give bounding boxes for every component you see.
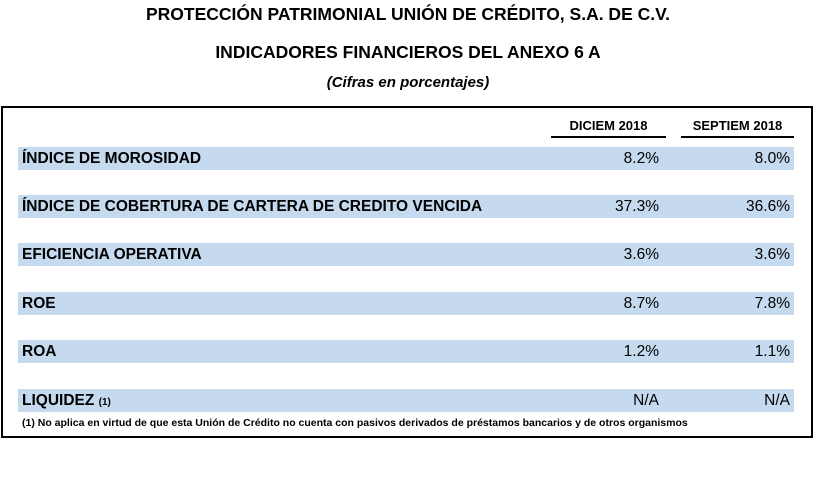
value-septiem: 7.8% [754,295,790,312]
value-septiem: N/A [764,392,790,409]
table-row [18,147,794,170]
footnote: (1) No aplica en virtud de que esta Unión de Crédito no cuenta con pasivos derivados de préstamos bancarios y de otros organismos [22,417,688,429]
value-diciem: 1.2% [623,343,659,360]
report-title: INDICADORES FINANCIEROS DEL ANEXO 6 A [215,42,601,62]
value-septiem: 8.0% [754,150,790,167]
table-row [18,389,794,412]
table-row [18,340,794,363]
row-label: ÍNDICE DE MOROSIDAD [22,150,202,167]
table-row [18,292,794,315]
column-header-diciem: DICIEM 2018 [551,116,666,138]
units-subtitle: (Cifras en porcentajes) [326,74,490,91]
value-diciem: 37.3% [615,198,659,215]
value-septiem: 3.6% [754,246,790,263]
value-diciem: 3.6% [623,246,659,263]
value-diciem: N/A [633,392,659,409]
value-septiem: 36.6% [746,198,790,215]
table-row [18,243,794,266]
row-label: EFICIENCIA OPERATIVA [22,246,202,263]
value-septiem: 1.1% [754,343,790,360]
column-header-septiem: SEPTIEM 2018 [681,116,794,138]
row-label: LIQUIDEZ (1) [22,392,111,409]
value-diciem: 8.2% [623,150,659,167]
row-label: ÍNDICE DE COBERTURA DE CARTERA DE CREDITO VENCIDA [22,198,483,215]
footnote-marker: (1) [98,397,111,408]
table-row [18,195,794,218]
row-label: ROA [22,343,57,360]
company-title: PROTECCIÓN PATRIMONIAL UNIÓN DE CRÉDITO, S.A. DE C.V. [145,4,671,24]
row-label: ROE [22,295,56,312]
value-diciem: 8.7% [623,295,659,312]
